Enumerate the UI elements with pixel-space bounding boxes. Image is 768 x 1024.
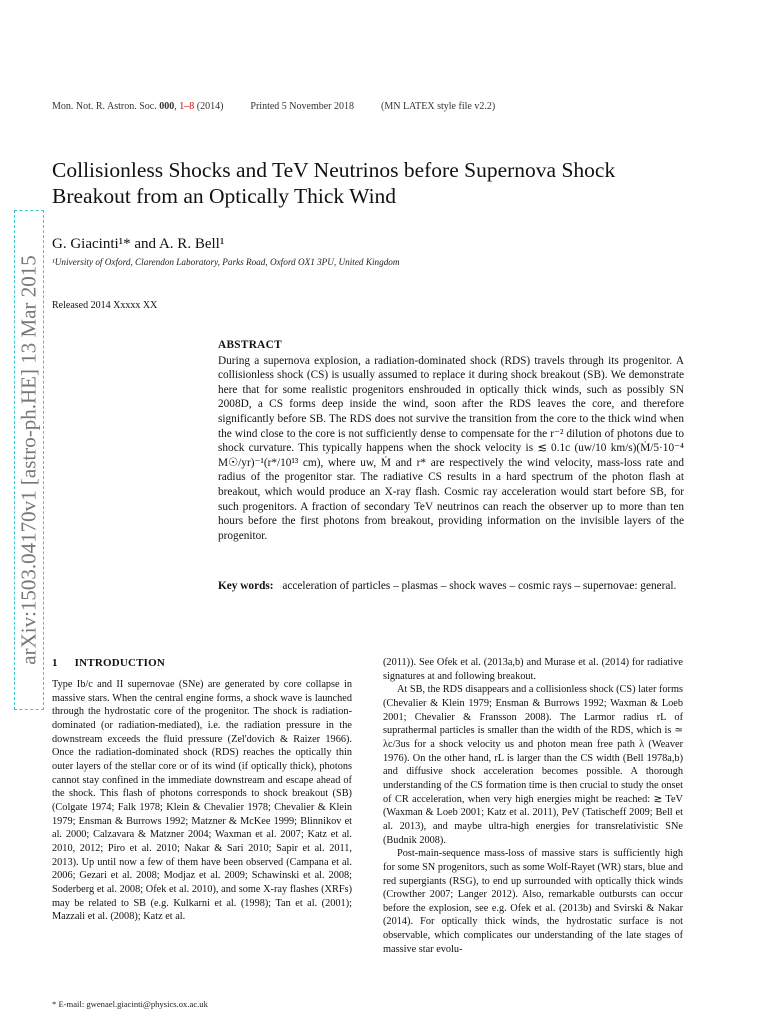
affiliation: ¹University of Oxford, Clarendon Laboratory, Parks Road, Oxford OX1 3PU, United Kingdom — [52, 257, 400, 267]
release-date: Released 2014 Xxxxx XX — [52, 300, 158, 311]
section-heading-introduction — [52, 657, 165, 669]
arxiv-identifier: arXiv:1503.04170v1 [astro-ph.HE] 13 Mar 2015 — [16, 255, 41, 665]
keywords-text: acceleration of particles – plasmas – shock waves – cosmic rays – supernovae: general. — [282, 580, 677, 592]
style-file: (MN LATEX style file v2.2) — [381, 101, 496, 112]
author-list: G. Giacinti¹* and A. R. Bell¹ — [52, 236, 225, 252]
right-column — [383, 656, 683, 956]
footnote-email: * E-mail: gwenael.giacinti@physics.ox.ac.uk — [52, 999, 208, 1009]
abstract — [218, 338, 684, 543]
section-title: INTRODUCTION — [74, 657, 166, 669]
intro-paragraph-1: Type Ib/c and II supernovae (SNe) are generated by core collapse in massive stars. When the central engine forms, a shock wave is launched through the hydrostatic core of the progenitor. The shock is radiation-dominated (or radiation-mediated), i.e. the radiation pressure in the downstream exceeds the fluid pressure (Zel'dovich & Raizer 1966). Once the radiation-dominated shock (RDS) reaches the optically thin outer layers of the stellar core or of its wind (if optically thick), photons cannot stay confined in the immediate downstream and escape ahead of the shock. This flash of photons corresponds to shock breakout (SB) (Colgate 1974; Falk 1978; Klein & Chevalier 1978; Chevalier & Klein 1979; Ensman & Burrows 1992; Matzner & McKee 1999; Blinnikov et al. 2000; Calzavara & Matzner 2004; Waxman et al. 2007; Katz et al. 2010, 2012; Piro et al. 2010; Nakar & Sari 2010; Sapir et al. 2011, 2013). Up until now a few of them have been observed (Campana et al. 2006; Gezari et al. 2008; Modjaz et al. 2009; Schawinski et al. 2008; Soderberg et al. 2008; Ofek et al. 2010), and some X-ray flashes (XRFs) may be related to SB (e.g. Kulkarni et al. (1998); Tan et al. (2001); Mazzali et al. (2008); Katz et al. — [52, 679, 352, 923]
keywords — [218, 579, 684, 594]
journal-year: (2014) — [196, 101, 224, 112]
paper-title: Collisionless Shocks and TeV Neutrinos before Supernova Shock Breakout from an Optically Thick Wind — [52, 158, 616, 208]
arxiv-identifier-link[interactable] — [14, 210, 44, 710]
journal-volume: 000 — [159, 101, 175, 112]
abstract-text: During a supernova explosion, a radiation-dominated shock (RDS) travels through its progenitor. A collisionless shock (CS) is usually assumed to replace it during shock breakout (SB). We demonstrate here that for some realistic progenitors enshrouded in optically thick winds, such as possibly SN 2008D, a CS forms deep inside the wind, soon after the RDS leaves the core, and therefore significantly before SB. The RDS does not survive the transition from the core to the thick wind when the wind close to the core is not sufficiently dense to compensate for the r⁻² dilution of photons due to shock curvature. This typically happens when the shock velocity is ≲ 0.1c (uw/10 km/s)(Ṁ/5·10⁻⁴ M☉/yr)⁻¹(r*/10¹³ cm), where uw, Ṁ and r* are respectively the wind velocity, mass-loss rate and radius of the progenitor star. The radiative CS results in a hard spectrum of the photon flash at breakout, which would produce an X-ray flash. Cosmic ray acceleration would start before SB, for such progenitors. A fraction of secondary TeV neutrinos can reach the observer up to more than ten hours before the first photons from breakout, providing information on the invisible layers of the progenitor. — [218, 354, 684, 542]
abstract-heading: ABSTRACT — [218, 339, 282, 351]
left-column — [52, 678, 352, 924]
intro-paragraph-3: Post-main-sequence mass-loss of massive stars is sufficiently high for some SN progenitors, such as some Wolf-Rayet (WR) stars, blue and red supergiants (RSG), to end up surrounded with optically thick winds (Crowther 2007; Langer 2012). Also, remarkable outbursts can occur before the explosion, see e.g. Ofek et al. (2013b) and Svirski & Nakar (2014). For optically thick winds, the hydrostatic surface is not observable, which complicates our understanding of the late stages of massive star evolu- — [383, 848, 683, 955]
intro-paragraph-1-cont: (2011)). See Ofek et al. (2013a,b) and Murase et al. (2014) for radiative signatures at and following breakout. — [383, 657, 683, 682]
journal-name: Mon. Not. R. Astron. Soc. — [52, 101, 157, 112]
page-range-link[interactable]: 1–8 — [179, 101, 195, 112]
printed-date: Printed 5 November 2018 — [250, 101, 354, 112]
section-number: 1 — [52, 657, 58, 669]
intro-paragraph-2: At SB, the RDS disappears and a collisionless shock (CS) later forms (Chevalier & Klein 1979; Ensman & Burrows 1992; Waxman & Loeb 2001; Chevalier & Fransson 2008). The Larmor radius rL of suprathermal particles is smaller than the width of the RDS, which is ≃ λc/3us for a shock velocity us and photon mean free path λ (Weaver 1976). On the other hand, rL is larger than the CS width (Bell 1978a,b) and diffusive shock acceleration becomes possible. A thorough understanding of the CS formation time is then crucial to study the onset of CR acceleration, when very high energies might be reached: ≳ TeV (Waxman & Loeb 2001; Katz et al. 2011), PeV (Tatischeff 2009; Bell et al. 2013), and maybe ultra-high energies for transrelativistic SNe (Budnik 2008). — [383, 684, 683, 846]
running-header: Mon. Not. R. Astron. Soc. 000, 1–8 (2014) Printed 5 November 2018 (MN LATEX style file v2.2) — [52, 101, 496, 112]
keywords-label: Key words: — [218, 580, 274, 592]
